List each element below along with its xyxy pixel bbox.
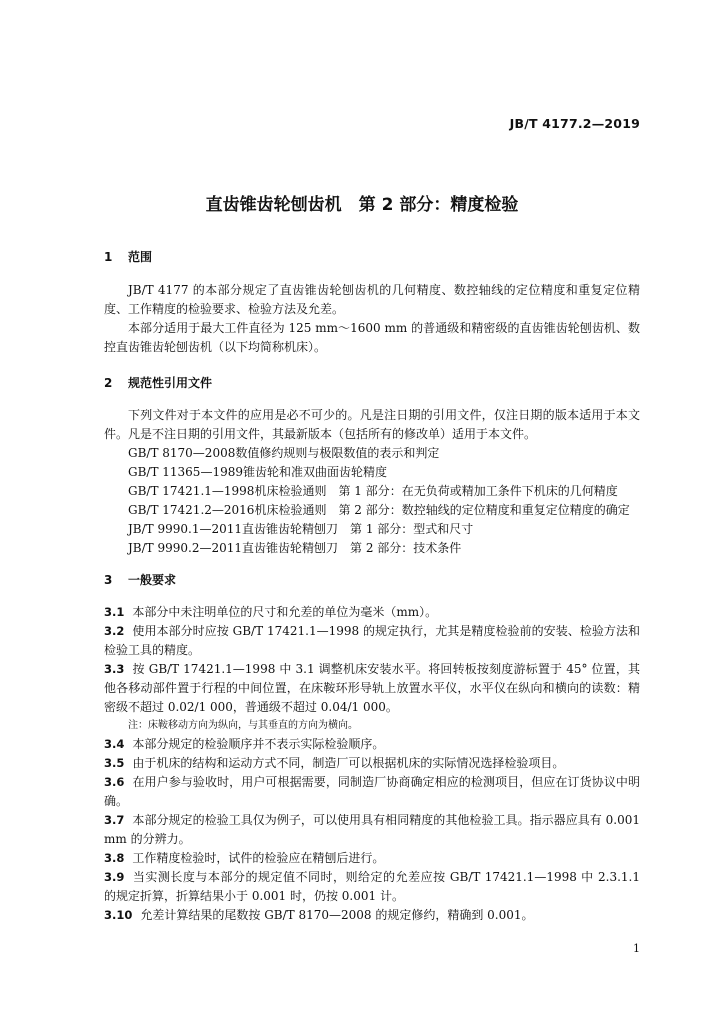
reference-title: 机床检验通则 第 1 部分：在无负荷或精加工条件下机床的几何精度 [254, 484, 618, 498]
section-number: 1 [104, 250, 113, 264]
section-3-heading [104, 571, 176, 588]
reference-item [104, 539, 640, 558]
document-title: 直齿锥齿轮刨齿机 第 2 部分：精度检验 [205, 195, 519, 215]
clause-text: 本部分中未注明单位的尺寸和允差的单位为毫米（mm）。 [132, 605, 438, 619]
section-2-body [104, 406, 640, 558]
clause [104, 735, 640, 754]
clause-number: 3.9 [104, 870, 125, 884]
clause [104, 868, 640, 906]
reference-code: JB/T 9990.2—2011 [128, 541, 243, 555]
clause-number: 3.3 [104, 662, 125, 676]
clause-text: 允差计算结果的尾数按 GB/T 8170—2008 的规定修约，精确到 0.001。 [140, 908, 534, 922]
clause-text: 使用本部分时应按 GB/T 17421.1—1998 的规定执行，尤其是精度检验前的安装、检验方法和检验工具的精度。 [104, 624, 640, 657]
clause [104, 754, 640, 773]
clause-text: 在用户参与验收时，用户可根据需要，同制造厂协商确定相应的检测项目，但应在订货协议中明确。 [104, 775, 640, 808]
clause-text: 工作精度检验时，试件的检验应在精刨后进行。 [132, 851, 385, 865]
section-2-heading [104, 374, 212, 391]
clause [104, 811, 640, 849]
clause-number: 3.2 [104, 624, 125, 638]
reference-item [104, 463, 640, 482]
section-title: 范围 [128, 250, 153, 264]
reference-code: GB/T 11365—1989 [128, 465, 243, 479]
reference-item [104, 444, 640, 463]
section-1-heading [104, 248, 152, 265]
clause [104, 773, 640, 811]
paragraph: JB/T 4177 的本部分规定了直齿锥齿轮刨齿机的几何精度、数控轴线的定位精度和重复定位精度、工作精度的检验要求、检验方法及允差。 [104, 283, 640, 316]
section-number: 3 [104, 573, 113, 587]
reference-code: GB/T 8170—2008 [128, 446, 236, 460]
section-title: 一般要求 [128, 573, 177, 587]
standard-code: JB/T 4177.2—2019 [509, 116, 640, 131]
clause-text: 按 GB/T 17421.1—1998 中 3.1 调整机床安装水平。将回转板按刻度游标置于 45° 位置，其他各移动部件置于行程的中间位置，在床鞍环形导轨上放置水平仪，水平仪在纵向和横向的读数：精密级不超过 0.02/1 000，普通级不超过 0.04/1 000。 [104, 662, 640, 714]
clause [104, 603, 640, 622]
reference-title: 机床检验通则 第 2 部分：数控轴线的定位精度和重复定位精度的确定 [254, 503, 630, 517]
note: 注：床鞍移动方向为纵向，与其垂直的方向为横向。 [128, 720, 358, 731]
reference-code: JB/T 9990.1—2011 [128, 522, 243, 536]
reference-title: 数值修约规则与极限数值的表示和判定 [235, 446, 440, 460]
clause-number: 3.8 [104, 851, 125, 865]
paragraph: 下列文件对于本文件的应用是必不可少的。凡是注日期的引用文件，仅注日期的版本适用于本文件。凡是不注日期的引用文件，其最新版本（包括所有的修改单）适用于本文件。 [104, 408, 640, 441]
reference-title: 锥齿轮和准双曲面齿轮精度 [242, 465, 387, 479]
clause-number: 3.5 [104, 756, 125, 770]
reference-item [104, 520, 640, 539]
clause-text: 由于机床的结构和运动方式不同，制造厂可以根据机床的实际情况选择检验项目。 [132, 756, 565, 770]
clause [104, 660, 640, 717]
clause-text: 本部分规定的检验工具仅为例子，可以使用具有相同精度的其他检验工具。指示器应具有 0.001 mm 的分辨力。 [104, 813, 640, 846]
reference-code: GB/T 17421.2—2016 [128, 503, 255, 517]
page-number: 1 [633, 942, 640, 955]
clause-number: 3.10 [104, 908, 133, 922]
reference-item [104, 482, 640, 501]
clause-number: 3.4 [104, 737, 125, 751]
section-title: 规范性引用文件 [128, 376, 213, 390]
reference-item [104, 501, 640, 520]
clause-text: 当实测长度与本部分的规定值不同时，则给定的允差应按 GB/T 17421.1—1998 中 2.3.1.1 的规定折算，折算结果小于 0.001 时，仍按 0.001 计。 [104, 870, 640, 903]
section-number: 2 [104, 376, 113, 390]
clause [104, 622, 640, 660]
clause [104, 849, 640, 868]
clause-text: 本部分规定的检验顺序并不表示实际检验顺序。 [132, 737, 385, 751]
clause-number: 3.7 [104, 813, 125, 827]
clause [104, 906, 640, 925]
section-3-body [104, 603, 640, 925]
reference-title: 直齿锥齿轮精刨刀 第 1 部分：型式和尺寸 [242, 522, 474, 536]
reference-title: 直齿锥齿轮精刨刀 第 2 部分：技术条件 [242, 541, 462, 555]
clause-number: 3.1 [104, 605, 125, 619]
paragraph: 本部分适用于最大工件直径为 125 mm～1600 mm 的普通级和精密级的直齿锥齿轮刨齿机、数控直齿锥齿轮刨齿机（以下均简称机床）。 [104, 321, 640, 354]
section-1-body [104, 281, 640, 357]
reference-code: GB/T 17421.1—1998 [128, 484, 255, 498]
clause-number: 3.6 [104, 775, 125, 789]
